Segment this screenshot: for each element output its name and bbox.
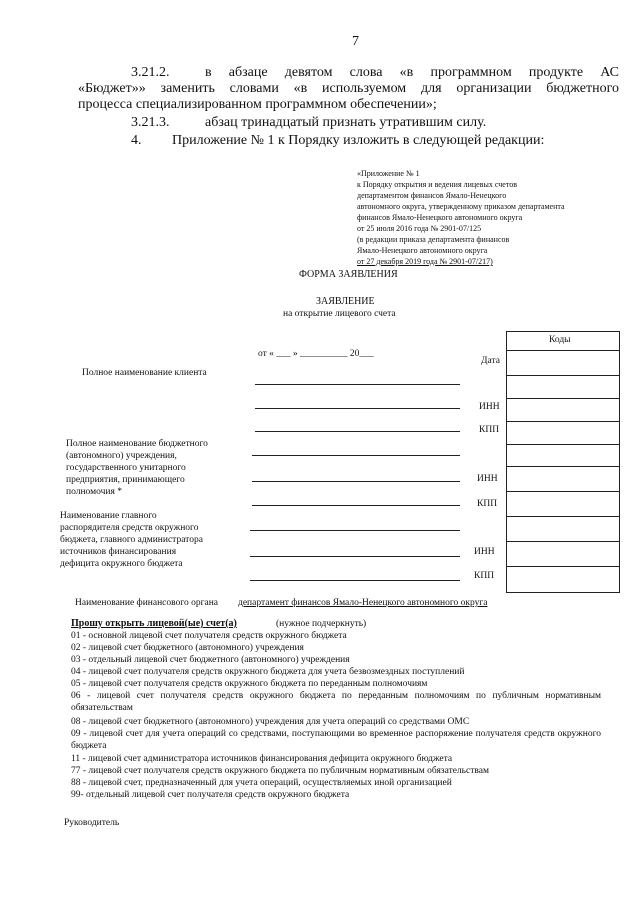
account-type-item[interactable]: 09 - лицевой счет для учета операций со средствами, поступающими во временное распоряжение получателя средств окружного бюджета [71, 729, 601, 751]
manager-label-line: распорядителя средств окружного [60, 523, 199, 533]
codes-header-cell [506, 331, 620, 351]
clause-4-number: 4. [131, 133, 142, 148]
fin-org-label: Наименование финансового органа [75, 598, 219, 608]
codes-column [506, 350, 620, 593]
codes-row-divider [506, 421, 620, 422]
appendix-header-line: финансов Ямало-Ненецкого автономного округа [357, 213, 523, 222]
page-number: 7 [352, 34, 359, 49]
institution-label-line: государственного унитарного [66, 463, 186, 473]
institution-name-field[interactable] [252, 481, 460, 482]
appendix-header-line: автономного округа, утвержденному приказом департамента [357, 202, 565, 211]
institution-label-line: Полное наименование бюджетного [66, 439, 208, 449]
account-type-item[interactable]: 77 - лицевой счет получателя средств окружного бюджета по публичным нормативным обязательствам [71, 766, 489, 776]
account-type-item[interactable]: 04 - лицевой счет получателя средств окружного бюджета для учета безвозмездных поступлений [71, 667, 465, 677]
institution-label-line: (автономного) учреждения, [66, 451, 177, 461]
manager-label-line: бюджета, главного администратора [60, 535, 203, 545]
codes-row-divider [506, 491, 620, 492]
institution-name-field[interactable] [252, 455, 460, 456]
appendix-header-line: Ямало-Ненецкого автономного округа [357, 246, 488, 255]
account-type-item[interactable]: 08 - лицевой счет бюджетного (автономного) учреждения для учета операций со средствами ОМС [71, 717, 470, 727]
kpp-label: КПП [477, 499, 498, 509]
fin-org-value: департамент финансов Ямало-Ненецкого автономного округа [238, 598, 488, 608]
manager-label-line: источников финансирования [60, 547, 177, 557]
institution-label-line: полномочия * [66, 487, 122, 497]
codes-row-divider [506, 375, 620, 376]
manager-name-field[interactable] [250, 530, 460, 531]
request-heading: Прошу открыть лицевой(ые) счет(а) [71, 618, 237, 629]
codes-row-divider [506, 516, 620, 517]
statement-subtitle: на открытие лицевого счета [283, 309, 396, 319]
appendix-header-line: к Порядку открытия и ведения лицевых счетов [357, 180, 518, 189]
appendix-header-line: департаментом финансов Ямало-Ненецкого [357, 191, 507, 200]
client-name-field[interactable] [255, 384, 460, 385]
account-type-item[interactable]: 02 - лицевой счет бюджетного (автономного) учреждения [71, 643, 304, 653]
account-type-item[interactable]: 88 - лицевой счет, предназначенный для учета операций, осуществляемых иной организацией [71, 778, 452, 788]
clause-3-21-3-text: абзац тринадцатый признать утратившим силу. [205, 115, 487, 130]
codes-row-divider [506, 566, 620, 567]
clause-3-21-2-line2: «Бюджет»» заменить словами «в используемом для организации бюджетного [78, 81, 619, 96]
account-type-item[interactable]: 11 - лицевой счет администратора источников финансирования дефицита окружного бюджета [71, 754, 453, 764]
clause-3-21-2-number: 3.21.2. [131, 65, 170, 80]
account-type-item[interactable]: 99- отдельный лицевой счет получателя средств окружного бюджета [71, 790, 350, 800]
clause-3-21-2-line3: процесса специализированном программном обеспечении»; [78, 97, 437, 112]
account-type-item[interactable]: 03 - отдельный лицевой счет бюджетного (автономного) учреждения [71, 655, 350, 665]
codes-row-divider [506, 541, 620, 542]
account-type-item[interactable]: 01 - основной лицевой счет получателя средств окружного бюджета [71, 631, 347, 641]
manager-label-line: Наименование главного [60, 511, 157, 521]
clause-4-text: Приложение № 1 к Порядку изложить в следующей редакции: [172, 133, 545, 148]
manager-name-field[interactable] [250, 556, 460, 557]
account-type-item[interactable]: 05 - лицевой счет получателя средств окружного бюджета по переданным полномочиям [71, 679, 428, 689]
institution-label-line: предприятия, принимающего [66, 475, 185, 485]
date-label: Дата [481, 356, 500, 366]
codes-row-divider [506, 398, 620, 399]
clause-3-21-3-number: 3.21.3. [131, 115, 170, 130]
manager-name-field[interactable] [250, 580, 460, 581]
client-name-field[interactable] [255, 431, 460, 432]
manager-label-line: дефицита окружного бюджета [60, 559, 183, 569]
form-title: ФОРМА ЗАЯВЛЕНИЯ [299, 269, 398, 280]
institution-name-field[interactable] [252, 505, 460, 506]
codes-row-divider [506, 466, 620, 467]
inn-label: ИНН [479, 402, 500, 412]
appendix-header-line: «Приложение № 1 [357, 169, 420, 178]
account-type-item[interactable]: 06 - лицевой счет получателя средств окружного бюджета по переданным полномочиям по публичным нормативным обязательствам [71, 691, 601, 713]
date-line[interactable]: от « ___ » __________ 20___ [258, 349, 374, 359]
appendix-header-line: от 27 декабря 2019 года № 2901-07/217) [357, 257, 493, 266]
request-note: (нужное подчеркнуть) [276, 619, 367, 629]
inn-label: ИНН [474, 547, 495, 557]
clause-3-21-2-line1: в абзаце девятом слова «в программном продукте АС [205, 65, 619, 80]
appendix-header-line: (в редакции приказа департамента финансов [357, 235, 510, 244]
client-name-field[interactable] [255, 408, 460, 409]
statement-title: ЗАЯВЛЕНИЕ [316, 296, 375, 307]
inn-label: ИНН [477, 474, 498, 484]
codes-row-divider [506, 444, 620, 445]
kpp-label: КПП [479, 425, 500, 435]
codes-header: Коды [549, 335, 571, 345]
client-label: Полное наименование клиента [82, 368, 207, 378]
kpp-label: КПП [474, 571, 495, 581]
signature-label: Руководитель [64, 818, 120, 828]
appendix-header-line: от 25 июля 2016 года № 2901-07/125 [357, 224, 482, 233]
